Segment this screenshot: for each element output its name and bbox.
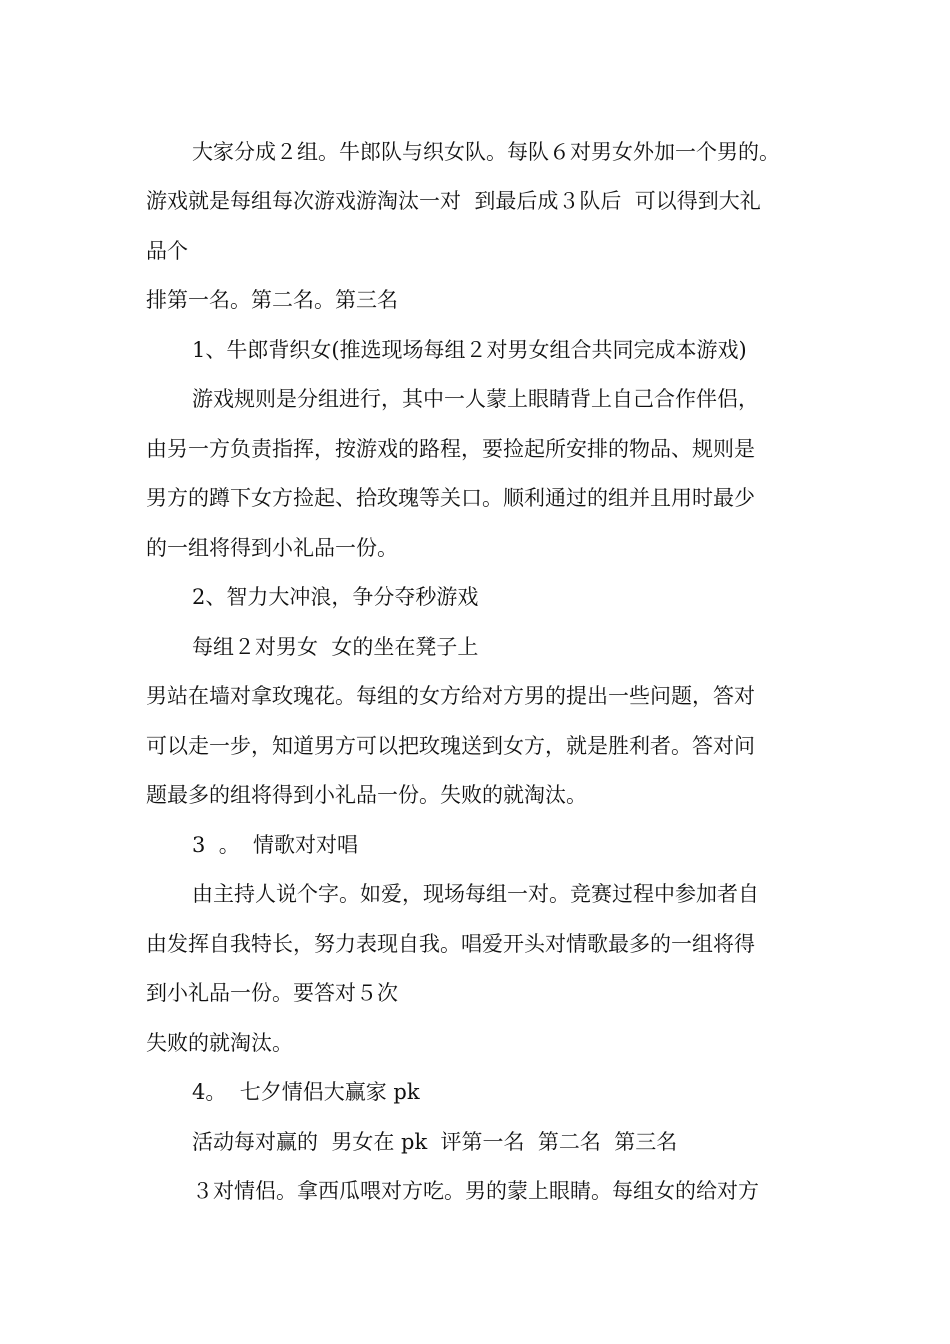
paragraph-line: 男方的蹲下女方捡起、拾玫瑰等关口。顺利通过的组并且用时最少 (146, 486, 755, 510)
paragraph-line: 男站在墙对拿玫瑰花。每组的女方给对方男的提出一些问题，答对 (146, 684, 755, 708)
section-heading: 3 。 情歌对对唱 (192, 833, 359, 857)
section-heading: 1、牛郎背织女(推选现场每组２对男女组合共同完成本游戏) (192, 338, 747, 362)
paragraph-line: 的一组将得到小礼品一份。 (146, 536, 398, 560)
paragraph-line: 题最多的组将得到小礼品一份。失败的就淘汰。 (146, 783, 587, 807)
paragraph-line: 由另一方负责指挥，按游戏的路程，要捡起所安排的物品、规则是 (146, 437, 755, 461)
paragraph-line: 游戏就是每组每次游戏游淘汰一对 到最后成３队后 可以得到大礼 (146, 189, 761, 213)
paragraph-line: 可以走一步，知道男方可以把玫瑰送到女方，就是胜利者。答对问 (146, 734, 755, 758)
paragraph-line: 游戏规则是分组进行，其中一人蒙上眼睛背上自己合作伴侣， (192, 387, 759, 411)
paragraph-line: 每组２对男女 女的坐在凳子上 (192, 635, 479, 659)
paragraph-line: 到小礼品一份。要答对５次 (146, 981, 398, 1005)
paragraph-line: 由发挥自我特长，努力表现自我。唱爱开头对情歌最多的一组将得 (146, 932, 755, 956)
paragraph-line: 排第一名。第二名。第三名 (146, 288, 398, 312)
paragraph-line: ３对情侣。拿西瓜喂对方吃。男的蒙上眼睛。每组女的给对方 (192, 1179, 759, 1203)
section-heading: 2、智力大冲浪，争分夺秒游戏 (192, 585, 479, 609)
paragraph-line: 大家分成２组。牛郎队与织女队。每队６对男女外加一个男的。 (192, 140, 780, 164)
paragraph-line: 品个 (146, 239, 188, 263)
paragraph-line: 失败的就淘汰。 (146, 1031, 293, 1055)
paragraph-line: 活动每对赢的 男女在 pk 评第一名 第二名 第三名 (192, 1130, 678, 1154)
paragraph-line: 由主持人说个字。如爱，现场每组一对。竞赛过程中参加者自 (192, 882, 759, 906)
section-heading: 4。 七夕情侣大赢家 pk (192, 1080, 420, 1104)
